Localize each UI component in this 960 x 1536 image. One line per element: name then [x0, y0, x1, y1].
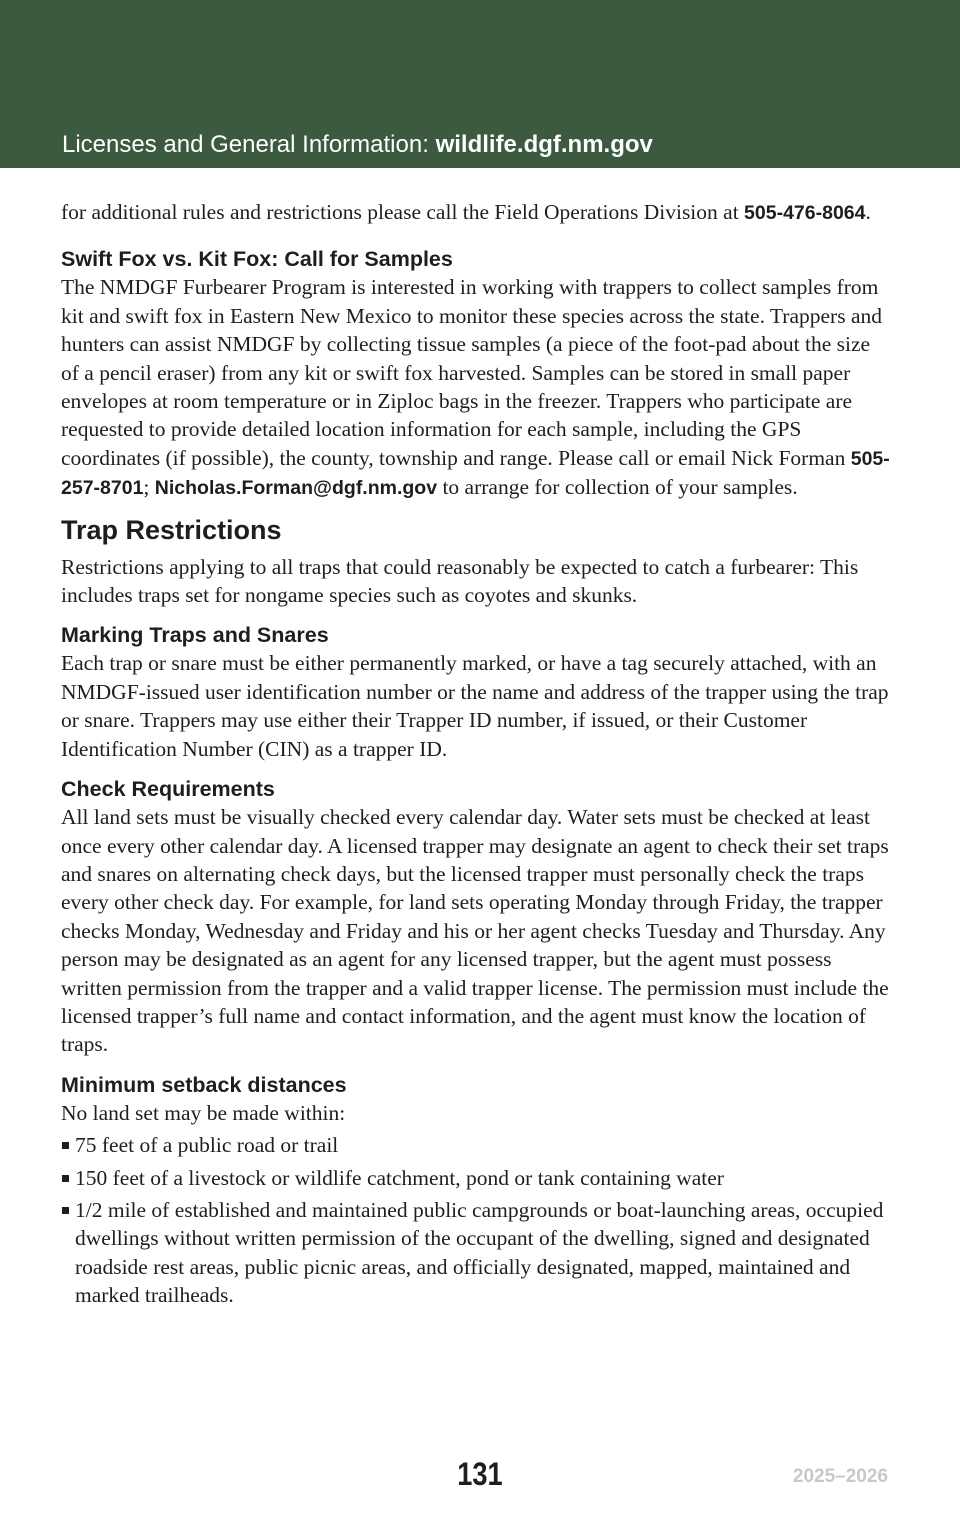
swift-fox-end: to arrange for collection of your samples. [437, 475, 798, 500]
bullet-square-icon [62, 1142, 69, 1149]
header-label: Licenses and General Information: [62, 131, 429, 158]
check-heading: Check Requirements [61, 777, 275, 802]
swift-fox-sep: ; [143, 475, 155, 500]
list-item [61, 1164, 893, 1192]
page-number: 131 [457, 1456, 503, 1492]
swift-fox-body: The NMDGF Furbearer Program is interested in working with trappers to collect samples from kit and swift fox in Eastern New Mexico to monitor these species across the state. Trappers and hunters can assist NMDGF by collecting tissue samples (a piece of the foot-pad about the size of a pencil eraser) from any kit or swift fox harvested. Samples can be stored in small paper envelopes at room temperature or in Ziploc bags in the freezer. Trappers who participate are requested to provide detailed location information for each sample, including the GPS coordinates (if possible), the county, township and range. Please call or email Nick Forman [61, 275, 882, 470]
list-item-text: 1/2 mile of established and maintained public campgrounds or boat-launching areas, occupied dwellings without written permission of the occupant of the dwelling, signed and designated roadside rest areas, public picnic areas, and officially designated, mapped, maintained and marked trailheads. [75, 1197, 884, 1308]
edition-year: 2025–2026 [792, 1466, 888, 1487]
header-title [62, 131, 653, 159]
nick-forman-email[interactable]: Nicholas.Forman@dgf.nm.gov [154, 477, 438, 500]
page-content [61, 198, 893, 1314]
field-operations-phone: 505-476-8064 [744, 202, 866, 224]
swift-fox-paragraph [61, 273, 893, 502]
trap-restrictions-heading: Trap Restrictions [61, 514, 282, 545]
marking-body: Each trap or snare must be either permanently marked, or have a tag securely attached, with an NMDGF-issued user identification number or the name and address of the trapper using the trap or snare. Trappers may use either their Trapper ID number, if issued, or their Customer Identification Number (CIN) as a trapper ID. [61, 651, 889, 761]
list-item-text: 75 feet of a public road or trail [75, 1133, 339, 1158]
setback-heading: Minimum setback distances [61, 1072, 347, 1097]
header-url-link[interactable]: wildlife.dgf.nm.gov [435, 131, 653, 158]
setback-intro: No land set may be made within: [61, 1100, 346, 1125]
marking-heading: Marking Traps and Snares [61, 623, 329, 648]
nick-forman-phone: 505-257-8701 [61, 447, 890, 500]
list-item [61, 1131, 893, 1159]
intro-paragraph [61, 198, 893, 227]
bullet-square-icon [62, 1175, 69, 1182]
page-header-band [0, 0, 960, 168]
check-body: All land sets must be visually checked every calendar day. Water sets must be checked at least once every other calendar day. A licensed trapper may designate an agent to check their set traps and snares on alternating check days, but the licensed trapper must personally check the traps every other check day. For example, for land sets operating Monday through Friday, the trapper checks Monday, Wednesday and Friday and his or her agent checks Tuesday and Thursday. Any person may be designated as an agent for any licensed trapper, but the agent must possess written permission from the trapper and a valid trapper license. The permission must include the licensed trapper’s full name and contact information, and the agent must know the location of traps. [61, 805, 889, 1057]
bullet-square-icon [62, 1207, 69, 1214]
intro-end: . [865, 200, 871, 224]
intro-text: for additional rules and restrictions please call the Field Operations Division at [61, 200, 745, 224]
list-item [61, 1196, 893, 1310]
list-item-text: 150 feet of a livestock or wildlife catchment, pond or tank containing water [75, 1165, 724, 1190]
swift-fox-heading: Swift Fox vs. Kit Fox: Call for Samples [61, 247, 453, 272]
trap-restrictions-body: Restrictions applying to all traps that could reasonably be expected to catch a furbearer: This includes traps set for nongame species such as coyotes and skunks. [61, 554, 859, 608]
setback-list [61, 1131, 893, 1309]
